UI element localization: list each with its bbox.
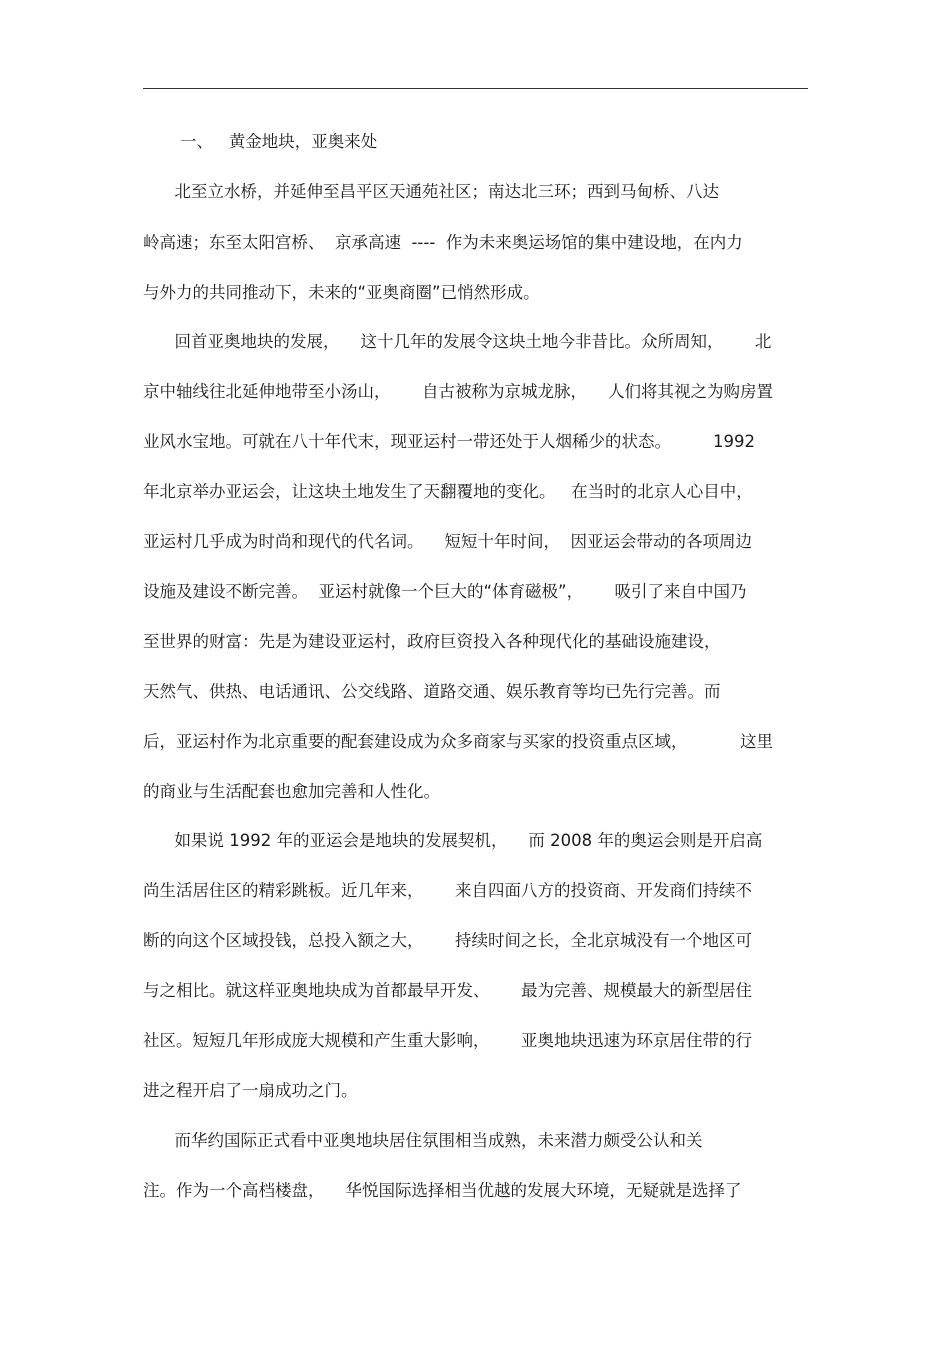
- text-line: 京中轴线往北延伸地带至小汤山， 自古被称为京城龙脉， 人们将其视之为购房置: [143, 382, 773, 401]
- text-line: 回首亚奥地块的发展， 这十几年的发展令这块土地今非昔比。众所周知， 北: [143, 332, 772, 351]
- text-line: 岭高速；东至太阳宫桥、 京承高速 ---- 作为未来奥运场馆的集中建设地，在内力: [143, 233, 743, 252]
- text-line: 年北京举办亚运会，让这块土地发生了天翻覆地的变化。 在当时的北京人心目中，: [143, 482, 753, 501]
- text-line: 尚生活居住区的精彩跳板。近几年来， 来自四面八方的投资商、开发商们持续不: [143, 881, 752, 900]
- header-rule: [143, 88, 808, 89]
- text-line: 进之程开启了一扇成功之门。: [143, 1081, 358, 1100]
- text-line: 而华约国际正式看中亚奥地块居住氛围相当成熟，未来潜力颇受公认和关: [143, 1131, 703, 1150]
- text-line: 与外力的共同推动下，未来的“亚奥商圈”已悄然形成。: [143, 283, 540, 302]
- text-line: 后，亚运村作为北京重要的配套建设成为众多商家与买家的投资重点区域， 这里: [143, 732, 773, 751]
- text-line: 如果说 1992 年的亚运会是地块的发展契机， 而 2008 年的奥运会则是开启高: [143, 831, 763, 850]
- text-line: 社区。短短几年形成庞大规模和产生重大影响， 亚奥地块迅速为环京居住带的行: [143, 1031, 752, 1050]
- text-line: 北至立水桥，并延伸至昌平区天通苑社区；南达北三环；西到马甸桥、八达: [143, 182, 719, 201]
- text-line: 至世界的财富：先是为建设亚运村，政府巨资投入各种现代化的基础设施建设，: [143, 632, 721, 651]
- text-line: 断的向这个区域投钱，总投入额之大， 持续时间之长，全北京城没有一个地区可: [143, 931, 752, 950]
- text-line: 与之相比。就这样亚奥地块成为首都最早开发、 最为完善、规模最大的新型居住: [143, 981, 752, 1000]
- text-line: 设施及建设不断完善。 亚运村就像一个巨大的“体育磁极”， 吸引了来自中国乃: [143, 582, 747, 601]
- text-line: 注。作为一个高档楼盘， 华悦国际选择相当优越的发展大环境，无疑就是选择了: [143, 1181, 742, 1200]
- text-line: 天然气、供热、电话通讯、公交线路、道路交通、娱乐教育等均已先行完善。而: [143, 682, 721, 701]
- text-line: 亚运村几乎成为时尚和现代的代名词。 短短十年时间， 因亚运会带动的各项周边: [143, 532, 752, 551]
- section-heading: 一、 黄金地块，亚奥来处: [180, 132, 378, 151]
- text-line: 的商业与生活配套也愈加完善和人性化。: [143, 782, 440, 801]
- text-line: 业风水宝地。可就在八十年代末，现亚运村一带还处于人烟稀少的状态。 1992: [143, 432, 755, 451]
